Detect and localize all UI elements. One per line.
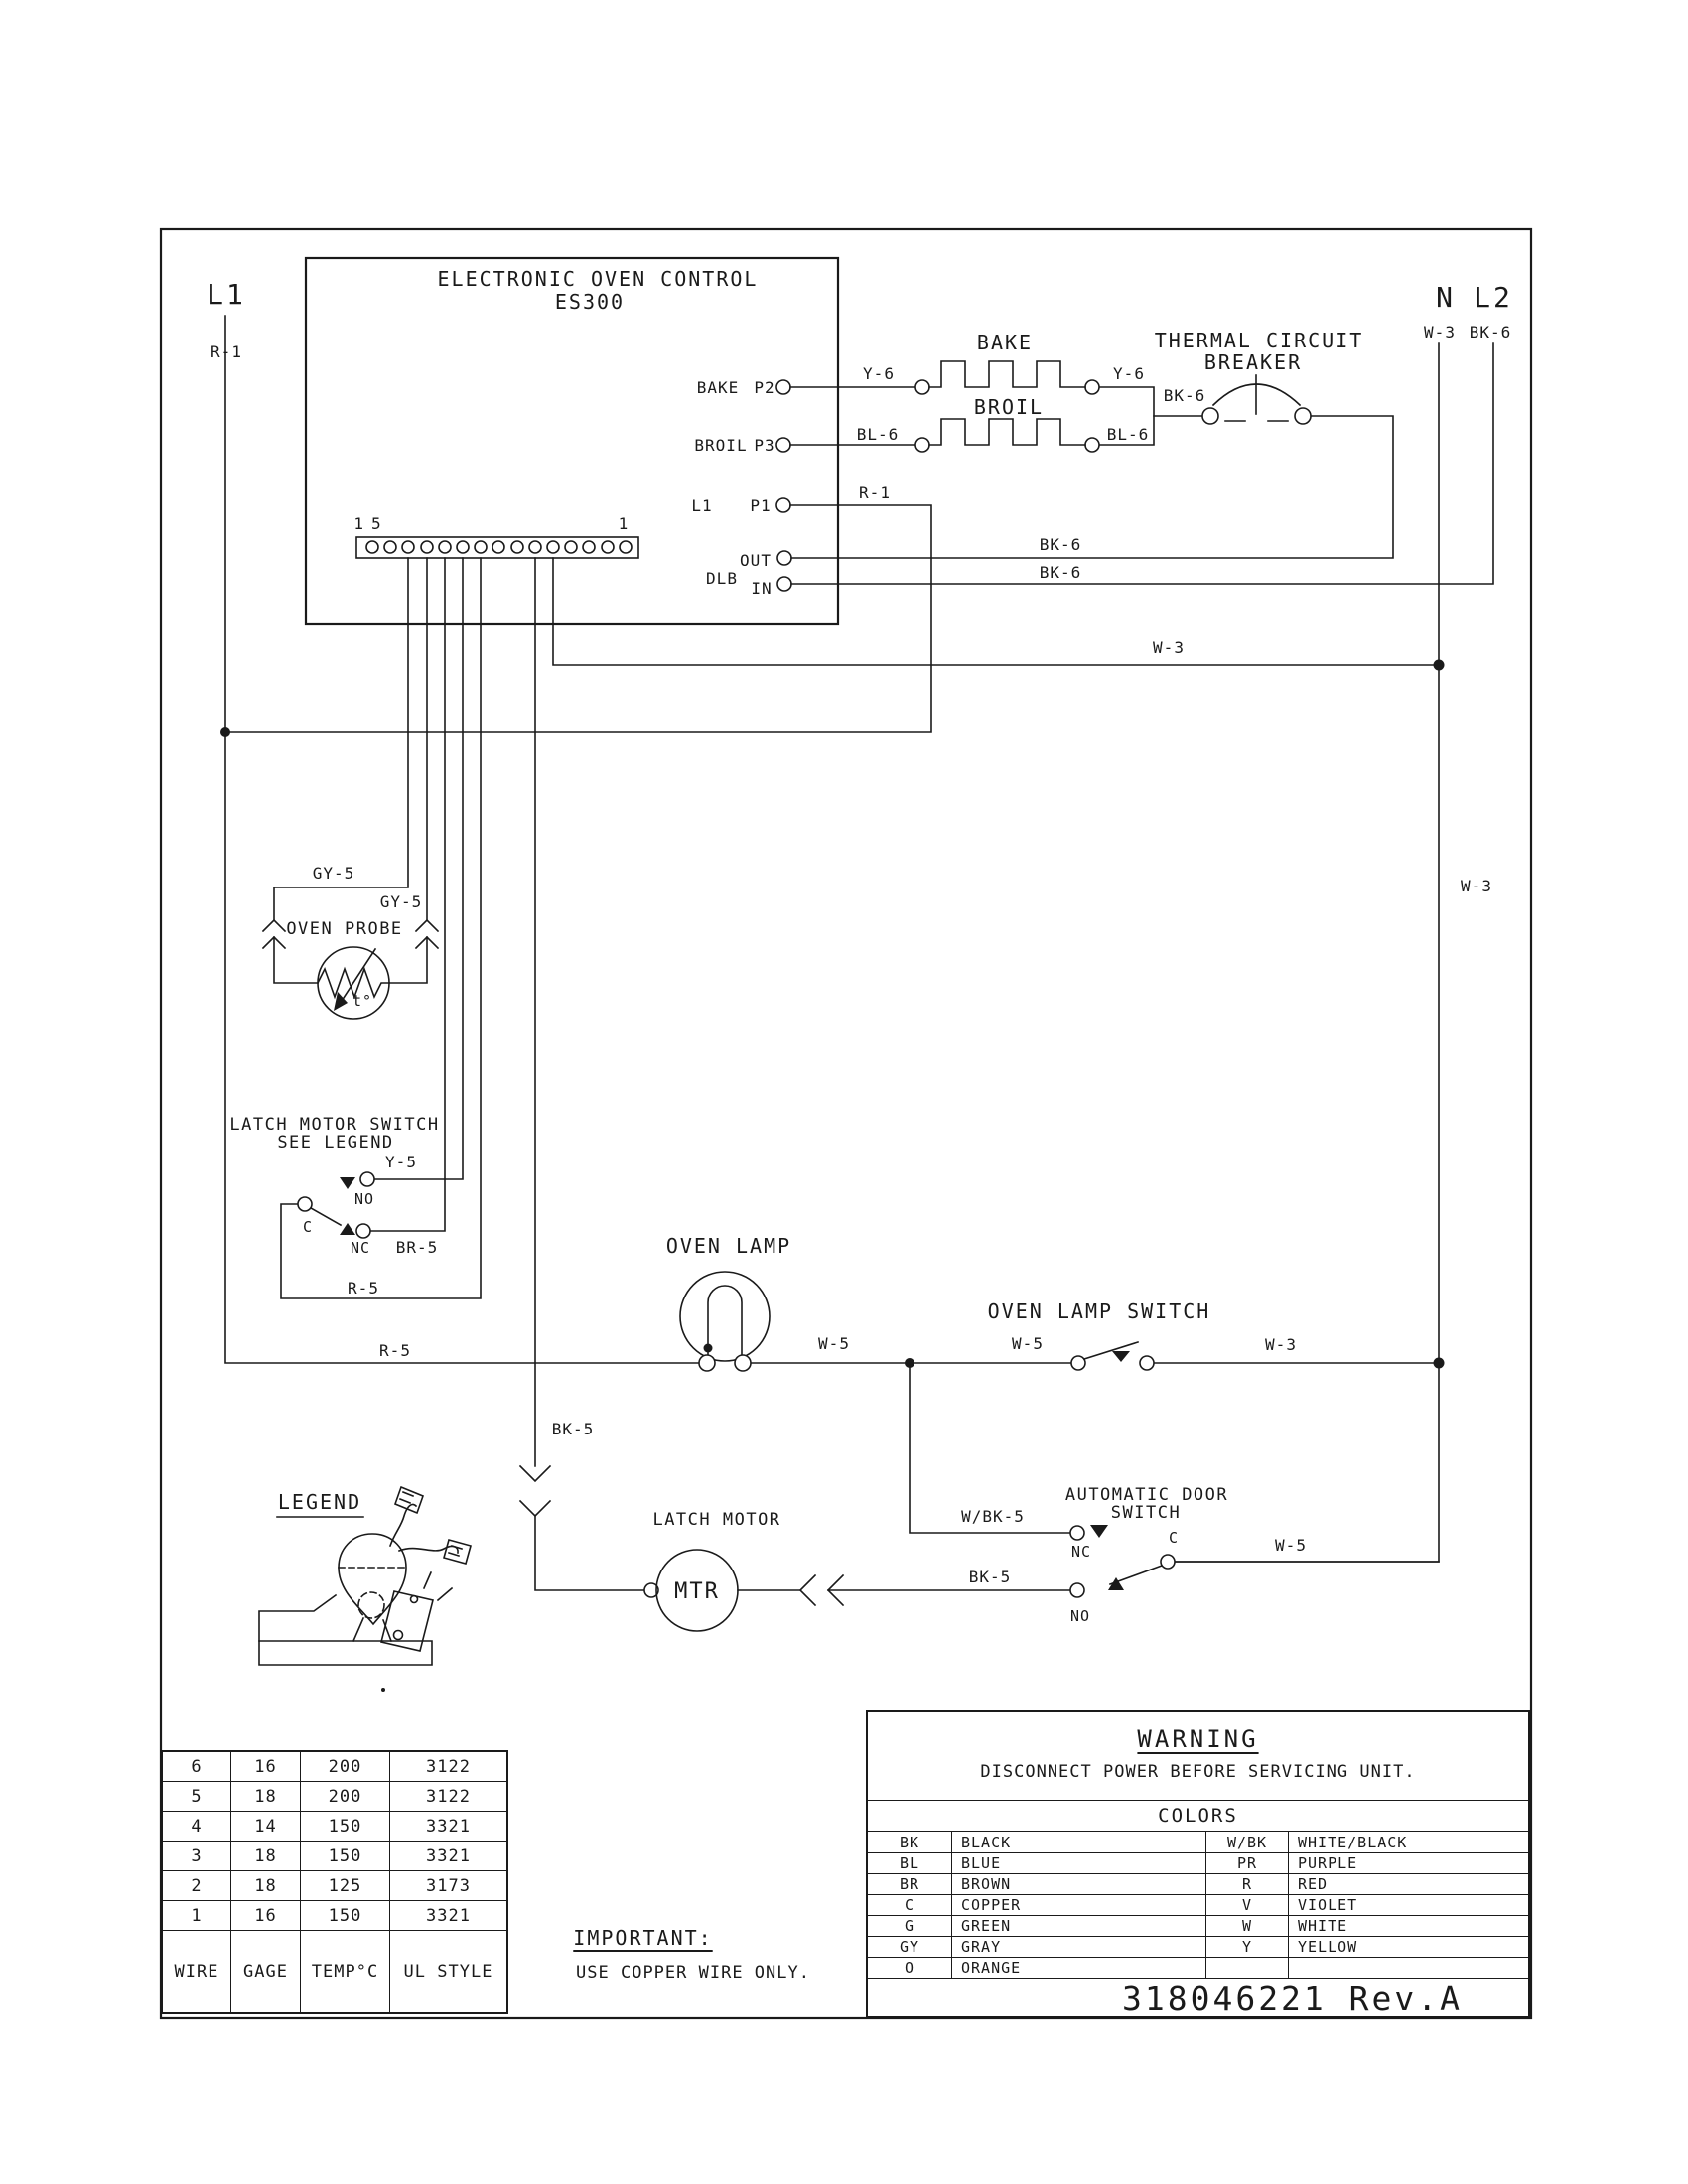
latch-nc-contact: [340, 1223, 355, 1235]
latch-switch-label-2: SEE LEGEND: [277, 1133, 394, 1153]
color-name: COPPER: [951, 1894, 1205, 1915]
color-abbr: W/BK: [1205, 1832, 1288, 1852]
wires: [225, 316, 1493, 1590]
br5-label: BR-5: [395, 1238, 439, 1257]
door-no-label: NO: [1069, 1607, 1091, 1625]
table-cell: 3173: [390, 1871, 506, 1901]
r5-label-latch: R-5: [348, 1279, 379, 1297]
bake-terminal-label: BAKE: [696, 378, 740, 397]
broil-element: [857, 395, 1150, 452]
control-model: ES300: [554, 290, 626, 314]
table-header-ulstyle: UL STYLE: [403, 1962, 493, 1981]
warning-message: DISCONNECT POWER BEFORE SERVICING UNIT.: [980, 1762, 1416, 1782]
broil-terminal-label: BROIL: [694, 436, 748, 455]
table-cell: 14: [231, 1812, 301, 1842]
oven-lamp-switch-label: OVEN LAMP SWITCH: [987, 1299, 1211, 1323]
warning-box: [866, 1710, 1530, 2018]
lamp-switch-terminal-left: [1071, 1356, 1085, 1370]
important-title: IMPORTANT:: [573, 1926, 713, 1950]
wire-gage-table: [161, 1750, 508, 2014]
lamp-switch-blade: [1084, 1342, 1138, 1359]
color-name: YELLOW: [1288, 1936, 1528, 1957]
color-name: GRAY: [951, 1936, 1205, 1957]
color-name: VIOLET: [1288, 1894, 1528, 1915]
bl6-label-left: BL-6: [856, 425, 900, 444]
w3-wire-label-top: W-3: [1424, 323, 1456, 341]
table-header-temp: TEMP°C: [301, 1931, 390, 2012]
thermal-circuit-breaker: [1155, 329, 1364, 424]
color-abbr: [1205, 1957, 1288, 1978]
oven-lamp-switch: [988, 1299, 1297, 1370]
bl6-label-right: BL-6: [1106, 425, 1150, 444]
p3-terminal: [776, 438, 790, 452]
door-c-terminal: [1161, 1555, 1175, 1569]
w5-label-door: W-5: [1275, 1536, 1307, 1555]
bk6-label-in: BK-6: [1039, 563, 1082, 582]
l2-supply-label: L2: [1474, 281, 1513, 314]
color-name: GREEN: [951, 1915, 1205, 1936]
bake-terminal-left: [915, 380, 929, 394]
door-nc-terminal: [1070, 1526, 1084, 1540]
gy5-label-a: GY-5: [312, 864, 355, 883]
breaker-terminal-left: [1202, 408, 1218, 424]
bk5-label-door: BK-5: [968, 1568, 1012, 1586]
latch-no-terminal: [360, 1172, 374, 1186]
table-cell: 150: [301, 1842, 390, 1871]
broil-terminal-left: [915, 438, 929, 452]
latch-no-contact: [340, 1177, 355, 1189]
color-abbr: BL: [868, 1852, 951, 1873]
breaker-label-1: THERMAL CIRCUIT: [1154, 329, 1364, 352]
latch-switch-label-1: LATCH MOTOR SWITCH: [229, 1115, 440, 1135]
bk6-wire-label-top: BK-6: [1469, 323, 1512, 341]
oven-lamp-label: OVEN LAMP: [665, 1234, 792, 1258]
warning-title: WARNING: [1137, 1725, 1259, 1753]
color-abbr: R: [1205, 1873, 1288, 1894]
warning-header: [868, 1712, 1528, 1801]
table-cell: 200: [301, 1752, 390, 1782]
colors-title: COLORS: [868, 1801, 1528, 1832]
door-nc-label: NC: [1070, 1543, 1092, 1561]
table-cell: 18: [231, 1842, 301, 1871]
color-name: BLUE: [951, 1852, 1205, 1873]
colors-table: [868, 1832, 1528, 1978]
p1-terminal: [776, 498, 790, 512]
color-abbr: BR: [868, 1873, 951, 1894]
mtr-label: MTR: [674, 1579, 720, 1604]
probe-temp-label: t°: [352, 992, 373, 1010]
latch-motor-label: LATCH MOTOR: [652, 1510, 781, 1530]
pin-1-label: 1: [618, 514, 630, 533]
bake-element: [863, 331, 1145, 394]
bk5-label-top: BK-5: [551, 1420, 595, 1438]
table-cell: 18: [231, 1782, 301, 1812]
latch-motor-switch: [229, 1115, 439, 1297]
color-name: RED: [1288, 1873, 1528, 1894]
important-message: USE COPPER WIRE ONLY.: [576, 1963, 810, 1982]
r5-label-lamp: R-5: [379, 1341, 411, 1360]
latch-motor: [644, 1510, 843, 1631]
color-abbr: G: [868, 1915, 951, 1936]
wbk5-label: W/BK-5: [961, 1507, 1025, 1526]
wire-bk5-lower: [535, 1516, 644, 1590]
table-cell: 6: [163, 1752, 231, 1782]
latch-c-label: C: [302, 1218, 314, 1236]
table-cell: 5: [163, 1782, 231, 1812]
w3-label-mid: W-3: [1461, 877, 1492, 895]
table-cell: 3321: [390, 1842, 506, 1871]
table-cell: 18: [231, 1871, 301, 1901]
oven-probe-label: OVEN PROBE: [286, 919, 403, 939]
p2-terminal: [776, 380, 790, 394]
color-abbr: V: [1205, 1894, 1288, 1915]
p3-terminal-label: P3: [754, 436, 775, 455]
color-abbr: PR: [1205, 1852, 1288, 1873]
junction-dots: [220, 660, 1445, 1693]
table-cell: 3321: [390, 1812, 506, 1842]
pin-15-label: 15: [353, 514, 389, 533]
bake-resistor: [929, 361, 1085, 387]
color-name: WHITE: [1288, 1915, 1528, 1936]
broil-label: BROIL: [973, 395, 1045, 419]
oven-lamp: [379, 1234, 850, 1371]
door-c-label: C: [1168, 1529, 1180, 1547]
breaker-label-2: BREAKER: [1203, 350, 1303, 374]
color-name: [1288, 1957, 1528, 1978]
broil-terminal-right: [1085, 438, 1099, 452]
wire-y5: [374, 558, 463, 1179]
latch-switch-blade: [311, 1208, 341, 1225]
color-name: WHITE/BLACK: [1288, 1832, 1528, 1852]
table-cell: 16: [231, 1752, 301, 1782]
l1-terminal-label: L1: [691, 496, 713, 515]
table-cell: 125: [301, 1871, 390, 1901]
color-abbr: Y: [1205, 1936, 1288, 1957]
dlb-in-label: IN: [751, 579, 773, 598]
r1-label-p1: R-1: [859, 483, 891, 502]
table-cell: 150: [301, 1812, 390, 1842]
color-abbr: GY: [868, 1936, 951, 1957]
bk6-label-out: BK-6: [1039, 535, 1082, 554]
legend-label: LEGEND: [277, 1490, 362, 1514]
wire-gy5-right-lower: [389, 937, 427, 983]
w3-label-lamp: W-3: [1265, 1335, 1297, 1354]
l1-supply-label: L1: [207, 278, 246, 311]
table-cell: 1: [163, 1901, 231, 1931]
table-cell: 200: [301, 1782, 390, 1812]
color-name: PURPLE: [1288, 1852, 1528, 1873]
bk5-disconnect: [520, 1420, 594, 1516]
w5-label-lamp: W-5: [818, 1334, 850, 1353]
door-switch-label-1: AUTOMATIC DOOR: [1064, 1485, 1229, 1505]
lamp-terminal-left: [699, 1355, 715, 1371]
table-cell: 3: [163, 1842, 231, 1871]
wire-r1: [225, 505, 931, 732]
table-cell: 4: [163, 1812, 231, 1842]
dlb-out-label: OUT: [740, 551, 772, 570]
lamp-switch-contact: [1112, 1351, 1130, 1362]
p2-terminal-label: P2: [754, 378, 775, 397]
n-supply-label: N: [1436, 281, 1456, 314]
table-header-wire: WIRE: [163, 1931, 231, 2012]
control-title: ELECTRONIC OVEN CONTROL: [437, 267, 759, 291]
door-no-terminal: [1070, 1583, 1084, 1597]
breaker-terminal-right: [1295, 408, 1311, 424]
legend: [259, 1487, 471, 1665]
w3-label-pin11: W-3: [1153, 638, 1185, 657]
color-name: BLACK: [951, 1832, 1205, 1852]
latch-nc-terminal: [356, 1224, 370, 1238]
electronic-oven-control: [306, 258, 838, 624]
y6-label-left: Y-6: [863, 364, 895, 383]
color-name: BROWN: [951, 1873, 1205, 1894]
bk5-disconnect-icon: [520, 1466, 550, 1481]
lamp-switch-terminal-right: [1140, 1356, 1154, 1370]
part-number: 318046221 Rev.A: [868, 1978, 1528, 2019]
door-nc-contact: [1090, 1525, 1108, 1538]
table-cell: 16: [231, 1901, 301, 1931]
y5-label: Y-5: [385, 1153, 417, 1171]
automatic-door-switch: [961, 1485, 1307, 1625]
color-abbr: O: [868, 1957, 951, 1978]
bk6-label-breaker: BK-6: [1163, 386, 1206, 405]
wire-w3-pin11: [553, 558, 1439, 665]
latch-nc-label: NC: [350, 1239, 371, 1257]
p1-terminal-label: P1: [750, 496, 772, 515]
connector-pins: [366, 541, 632, 553]
color-name: ORANGE: [951, 1957, 1205, 1978]
broil-resistor: [929, 419, 1085, 445]
table-cell: 3321: [390, 1901, 506, 1931]
w5-label-switch: W-5: [1012, 1334, 1044, 1353]
dlb-label: DLB: [706, 569, 738, 588]
latch-c-terminal: [298, 1197, 312, 1211]
color-abbr: C: [868, 1894, 951, 1915]
bk5-disconnect-icon: [520, 1501, 550, 1516]
bake-label: BAKE: [976, 331, 1034, 354]
wire-w3-neutral: [1175, 343, 1439, 1562]
door-switch-label-2: SWITCH: [1110, 1503, 1182, 1523]
dlb-in-terminal: [777, 577, 791, 591]
table-header-gage: GAGE: [231, 1931, 301, 2012]
probe-disconnect-icon: [263, 920, 285, 931]
motor-disconnect-icon: [800, 1575, 815, 1605]
gy5-label-b: GY-5: [379, 892, 423, 911]
table-cell: 3122: [390, 1752, 506, 1782]
color-abbr: BK: [899, 1833, 920, 1851]
lamp-terminal-right: [735, 1355, 751, 1371]
table-cell: 150: [301, 1901, 390, 1931]
dlb-out-terminal: [777, 551, 791, 565]
table-cell: 3122: [390, 1782, 506, 1812]
color-abbr: W: [1205, 1915, 1288, 1936]
probe-disconnect-icon: [416, 920, 438, 931]
lamp-filament: [708, 1286, 742, 1354]
bake-terminal-right: [1085, 380, 1099, 394]
table-cell: 2: [163, 1871, 231, 1901]
latch-no-label: NO: [353, 1190, 375, 1208]
r1-wire-label-left: R-1: [211, 342, 242, 361]
y6-label-right: Y-6: [1113, 364, 1145, 383]
